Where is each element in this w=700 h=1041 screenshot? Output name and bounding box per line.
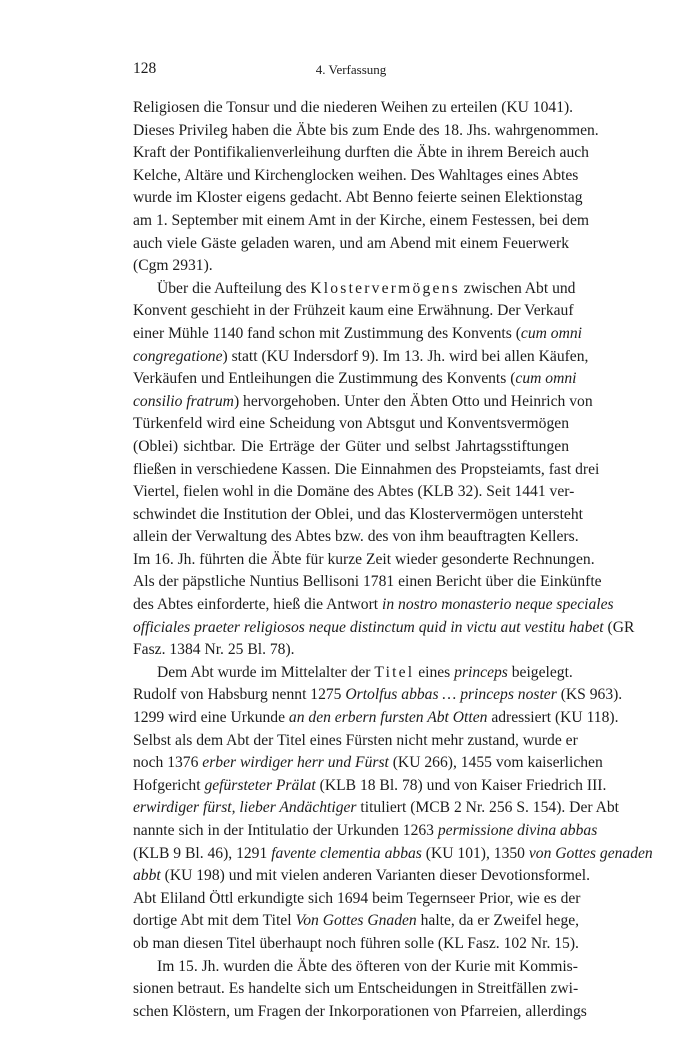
text-segment: auch viele Gäste geladen waren, und am Abend mit einem Feuerwerk (133, 234, 569, 252)
text-segment: noch 1376 (133, 754, 203, 772)
text-segment: Verkäufen und Entleihungen die Zustimmung des Konvents ( (133, 370, 516, 388)
text-line (133, 300, 574, 323)
italic-segment: cum omni (520, 324, 582, 342)
italic-segment: erber wirdiger herr und Fürst (202, 754, 389, 772)
text-segment: fließen in verschiedene Kassen. Die Einnahmen des Propsteiamts, fast drei (133, 460, 600, 478)
text-line (133, 278, 576, 301)
text-segment: Selbst als dem Abt der Titel eines Fürsten nicht mehr zustand, wurde er (133, 731, 578, 749)
text-segment: allein der Verwaltung des Abtes bzw. des von ihm beauftragten Kellers. (133, 528, 579, 546)
text-segment: dortige Abt mit dem Titel (133, 912, 296, 930)
text-segment: 1299 wird eine Urkunde (133, 709, 289, 727)
text-line (133, 97, 574, 120)
text-segment: Türkenfeld wird eine Scheidung von Abtsgut und Konventsvermögen (133, 415, 569, 433)
text-line (133, 639, 569, 662)
italic-segment: an den erbern fursten Abt Otten (288, 709, 488, 727)
text-segment: (GR (603, 618, 635, 636)
text-line (133, 820, 598, 843)
text-line (133, 684, 623, 707)
text-line (133, 662, 573, 685)
text-line (133, 571, 602, 594)
italic-segment: abbt (133, 867, 161, 885)
text-segment: ob man diesen Titel überhaupt noch führen solle (KL Fasz. 102 Nr. 15). (133, 934, 579, 952)
text-line (133, 730, 578, 753)
text-line (133, 187, 583, 210)
text-segment: (Cgm 2931). (133, 257, 213, 275)
text-line (133, 865, 591, 888)
italic-segment: permissione divina abbas (437, 822, 598, 839)
text-segment: sionen betraut. Es handelte sich um Entscheidungen in Streitfällen zwi- (133, 980, 579, 998)
text-line (133, 797, 619, 820)
page-number: 128 (133, 60, 157, 77)
text-segment: Über die Aufteilung des (157, 279, 311, 297)
text-segment: Dieses Privileg haben die Äbte bis zum Ende des 18. Jhs. wahrgenommen. (133, 121, 599, 139)
text-line (133, 594, 614, 617)
italic-segment: erwirdiger fürst, lieber Andächtiger (133, 799, 357, 817)
text-line (133, 436, 569, 459)
text-line (133, 165, 579, 188)
text-line (133, 413, 569, 436)
text-segment: am 1. September mit einem Amt in der Kirche, einem Festessen, bei dem (133, 211, 590, 229)
body-text (133, 97, 653, 1023)
italic-segment: consilio fratrum (133, 392, 234, 410)
italic-segment: in nostro monasterio neque speciales (382, 596, 614, 614)
text-segment: (KLB 9 Bl. 46), 1291 (133, 844, 272, 862)
text-segment: Abt Eliland Öttl erkundigte sich 1694 beim Tegernseer Prior, wie es der (133, 889, 581, 907)
text-line (133, 888, 581, 911)
text-line (133, 1001, 587, 1024)
text-line (133, 255, 569, 278)
text-segment: schwindet die Institution der Oblei, und das Klostervermögen untersteht (133, 505, 583, 523)
text-line (133, 120, 599, 143)
italic-segment: congregatione (133, 347, 223, 365)
italic-segment: Ortolfus abbas … princeps noster (345, 686, 557, 704)
text-line (133, 323, 582, 346)
text-line (133, 233, 569, 256)
text-line (133, 933, 579, 956)
text-segment: einer Mühle 1140 fand schon mit Zustimmung des Konvents ( (133, 324, 521, 342)
text-segment: Fasz. 1384 Nr. 25 Bl. 78). (133, 641, 295, 659)
text-segment: Im 15. Jh. wurden die Äbte des öfteren von der Kurie mit Kommis- (157, 957, 578, 975)
text-line (133, 707, 619, 730)
text-line (133, 481, 575, 504)
italic-segment: princeps (454, 663, 508, 681)
text-segment: nannte sich in der Intitulatio der Urkunden 1263 (133, 822, 438, 839)
text-segment: Dem Abt wurde im Mittelalter der (157, 663, 375, 681)
text-segment: Rudolf von Habsburg nennt 1275 (133, 686, 346, 704)
text-segment: tituliert (MCB 2 Nr. 256 S. 154). Der Abt (356, 799, 619, 817)
text-segment: Religiosen die Tonsur und die niederen Weihen zu erteilen (KU 1041). (133, 99, 574, 116)
spaced-term: Titel (374, 663, 415, 681)
text-line (133, 459, 600, 482)
running-head: 4. Verfassung (315, 62, 387, 77)
text-segment: (KU 198) und mit vielen anderen Varianten dieser Devotionsformel. (160, 867, 591, 885)
text-segment: (KU 266), 1455 vom kaiserlichen (388, 754, 603, 772)
spaced-term: Klostervermögens (310, 279, 460, 297)
text-segment: Kraft der Pontifikalienverleihung durften die Äbte in ihrem Bereich auch (133, 144, 589, 162)
text-segment: (KLB 18 Bl. 78) und von Kaiser Friedrich III. (315, 776, 607, 794)
text-segment: zwischen Abt und (459, 279, 576, 297)
text-line (133, 504, 583, 527)
text-segment: Im 16. Jh. führten die Äbte für kurze Zeit wieder gesonderte Rechnungen. (133, 550, 595, 568)
text-line (133, 142, 589, 165)
text-segment: adressiert (KU 118). (487, 709, 619, 727)
text-line (133, 843, 653, 866)
italic-segment: cum omni (515, 370, 577, 388)
text-line (133, 775, 607, 798)
text-segment: ) hervorgehoben. Unter den Äbten Otto und Heinrich von (233, 392, 593, 410)
text-line (133, 368, 577, 391)
italic-segment: favente clementia abbas (271, 844, 422, 862)
text-line (133, 978, 579, 1001)
text-line (133, 910, 580, 933)
text-line (133, 956, 578, 979)
text-segment: (Oblei) sichtbar. Die Erträge der Güter und selbst Jahrtagsstiftungen (133, 437, 569, 455)
text-segment: beigelegt. (507, 663, 573, 681)
text-segment: (KU 101), 1350 (421, 844, 529, 862)
text-segment: ) statt (KU Indersdorf 9). Im 13. Jh. wird bei allen Käufen, (222, 347, 589, 365)
page-header (133, 60, 569, 82)
text-segment: des Abtes einforderte, hieß die Antwort (133, 596, 383, 614)
text-segment: wurde im Kloster eigens gedacht. Abt Benno feierte seinen Elektionstag (133, 189, 583, 207)
text-segment: schen Klöstern, um Fragen der Inkorporationen von Pfarreien, allerdings (133, 1002, 587, 1020)
text-segment: eines (414, 663, 455, 681)
text-segment: Hofgericht (133, 776, 205, 794)
text-line (133, 210, 590, 233)
text-segment: Kelche, Altäre und Kirchenglocken weihen. Des Wahltages eines Abtes (133, 166, 579, 184)
text-line (133, 617, 635, 640)
text-segment: Als der päpstliche Nuntius Bellisoni 1781 einen Bericht über die Einkünfte (133, 573, 602, 591)
text-line (133, 346, 589, 369)
text-segment: (KS 963). (556, 686, 623, 704)
text-segment: Konvent geschieht in der Frühzeit kaum eine Erwähnung. Der Verkauf (133, 302, 574, 320)
text-line (133, 549, 595, 572)
text-segment: halte, da er Zweifel hege, (416, 912, 580, 930)
text-line (133, 752, 603, 775)
italic-segment: von Gottes genaden (528, 844, 653, 862)
italic-segment: gefürsteter Prälat (204, 776, 316, 794)
italic-segment: Von Gottes Gnaden (295, 912, 417, 930)
text-line (133, 391, 593, 414)
text-line (133, 526, 579, 549)
text-segment: Viertel, fielen wohl in die Domäne des Abtes (KLB 32). Seit 1441 ver- (133, 483, 575, 501)
italic-segment: officiales praeter religiosos neque distinctum quid in victu aut vestitu habet (133, 618, 604, 636)
